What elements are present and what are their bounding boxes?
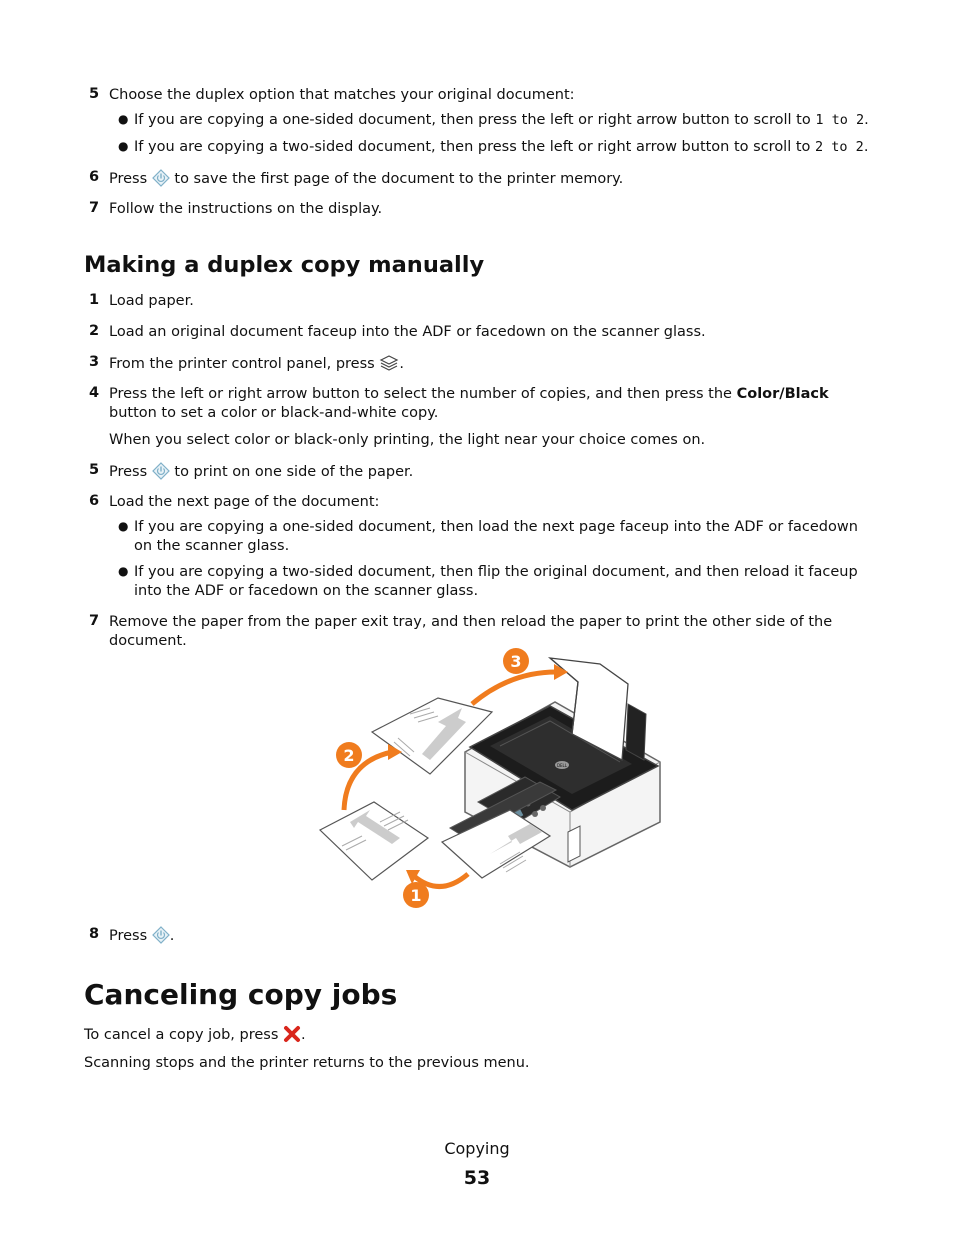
section-heading: Canceling copy jobs xyxy=(84,978,398,1011)
callout-3 xyxy=(503,648,529,674)
step-text: Load paper. xyxy=(109,293,194,309)
bullet-text: If you are copying a one-sided document, then press the left or right arrow button to scroll to 1 to 2. xyxy=(134,112,869,128)
step-text: Press to print on one side of the paper. xyxy=(109,462,879,486)
svg-text:3: 3 xyxy=(510,652,522,671)
bullet: ● xyxy=(118,519,129,533)
step-number: 6 xyxy=(89,169,100,185)
step-number: 1 xyxy=(89,292,100,308)
paragraph: Scanning stops and the printer returns to the previous menu. xyxy=(84,1055,530,1071)
step-note: When you select color or black-only printing, the light near your choice comes on. xyxy=(109,432,706,448)
cancel-x-icon xyxy=(283,1025,301,1049)
svg-text:1: 1 xyxy=(410,886,422,905)
step-text: Remove the paper from the paper exit tray, and then reload the paper to print the other side of the document. xyxy=(109,614,833,649)
start-button-icon xyxy=(152,926,170,950)
bullet-text: If you are copying a two-sided document, then press the left or right arrow button to scroll to 2 to 2. xyxy=(134,139,869,155)
step-number: 7 xyxy=(89,613,100,629)
step-number: 5 xyxy=(89,462,100,478)
step-number: 3 xyxy=(89,354,100,370)
bullet-text: If you are copying a one-sided document, then load the next page faceup into the ADF or facedown on the scanner glass. xyxy=(134,519,858,554)
step-text: Load the next page of the document: xyxy=(109,494,380,510)
arrow-step-3 xyxy=(472,672,556,704)
step-number: 5 xyxy=(89,86,100,102)
section-heading: Making a duplex copy manually xyxy=(84,252,485,278)
bullet: ● xyxy=(118,112,129,126)
step-number: 8 xyxy=(89,926,100,942)
step-number: 4 xyxy=(89,385,100,401)
step-text: Follow the instructions on the display. xyxy=(109,201,383,217)
bullet-text: If you are copying a two-sided document, then flip the original document, and then reload it faceup into the ADF or facedown on the scanner glass. xyxy=(134,564,858,599)
step-text: Press the left or right arrow button to select the number of copies, and then press the Color/Black button to set a color or black-and-white copy. xyxy=(109,386,829,421)
start-button-icon xyxy=(152,169,170,193)
page-number: 53 xyxy=(463,1167,491,1189)
bullet: ● xyxy=(118,139,129,153)
duplex-copy-illustration xyxy=(310,642,670,914)
step-text: Choose the duplex option that matches your original document: xyxy=(109,87,575,103)
step-text: Load an original document faceup into the ADF or facedown on the scanner glass. xyxy=(109,324,706,340)
paper-sheet-original xyxy=(320,802,428,880)
copy-button-icon xyxy=(379,354,399,378)
step-number: 7 xyxy=(89,200,100,216)
footer-section-name: Copying xyxy=(444,1139,510,1158)
code-value: 1 to 2 xyxy=(815,112,865,128)
step-text: From the printer control panel, press . xyxy=(109,354,879,378)
code-value: 2 to 2 xyxy=(815,139,864,155)
button-name: Color/Black xyxy=(736,386,829,402)
step-text: Press to save the first page of the document to the printer memory. xyxy=(109,169,879,193)
step-number: 2 xyxy=(89,323,100,339)
callout-2 xyxy=(336,742,362,768)
printer-brand-logo: DELL xyxy=(556,763,568,768)
bullet: ● xyxy=(118,564,129,578)
paragraph: To cancel a copy job, press . xyxy=(84,1025,306,1049)
callout-1 xyxy=(403,882,429,908)
step-text: Press . xyxy=(109,926,879,950)
step-number: 6 xyxy=(89,493,100,509)
start-button-icon xyxy=(152,462,170,486)
svg-text:2: 2 xyxy=(343,746,355,765)
